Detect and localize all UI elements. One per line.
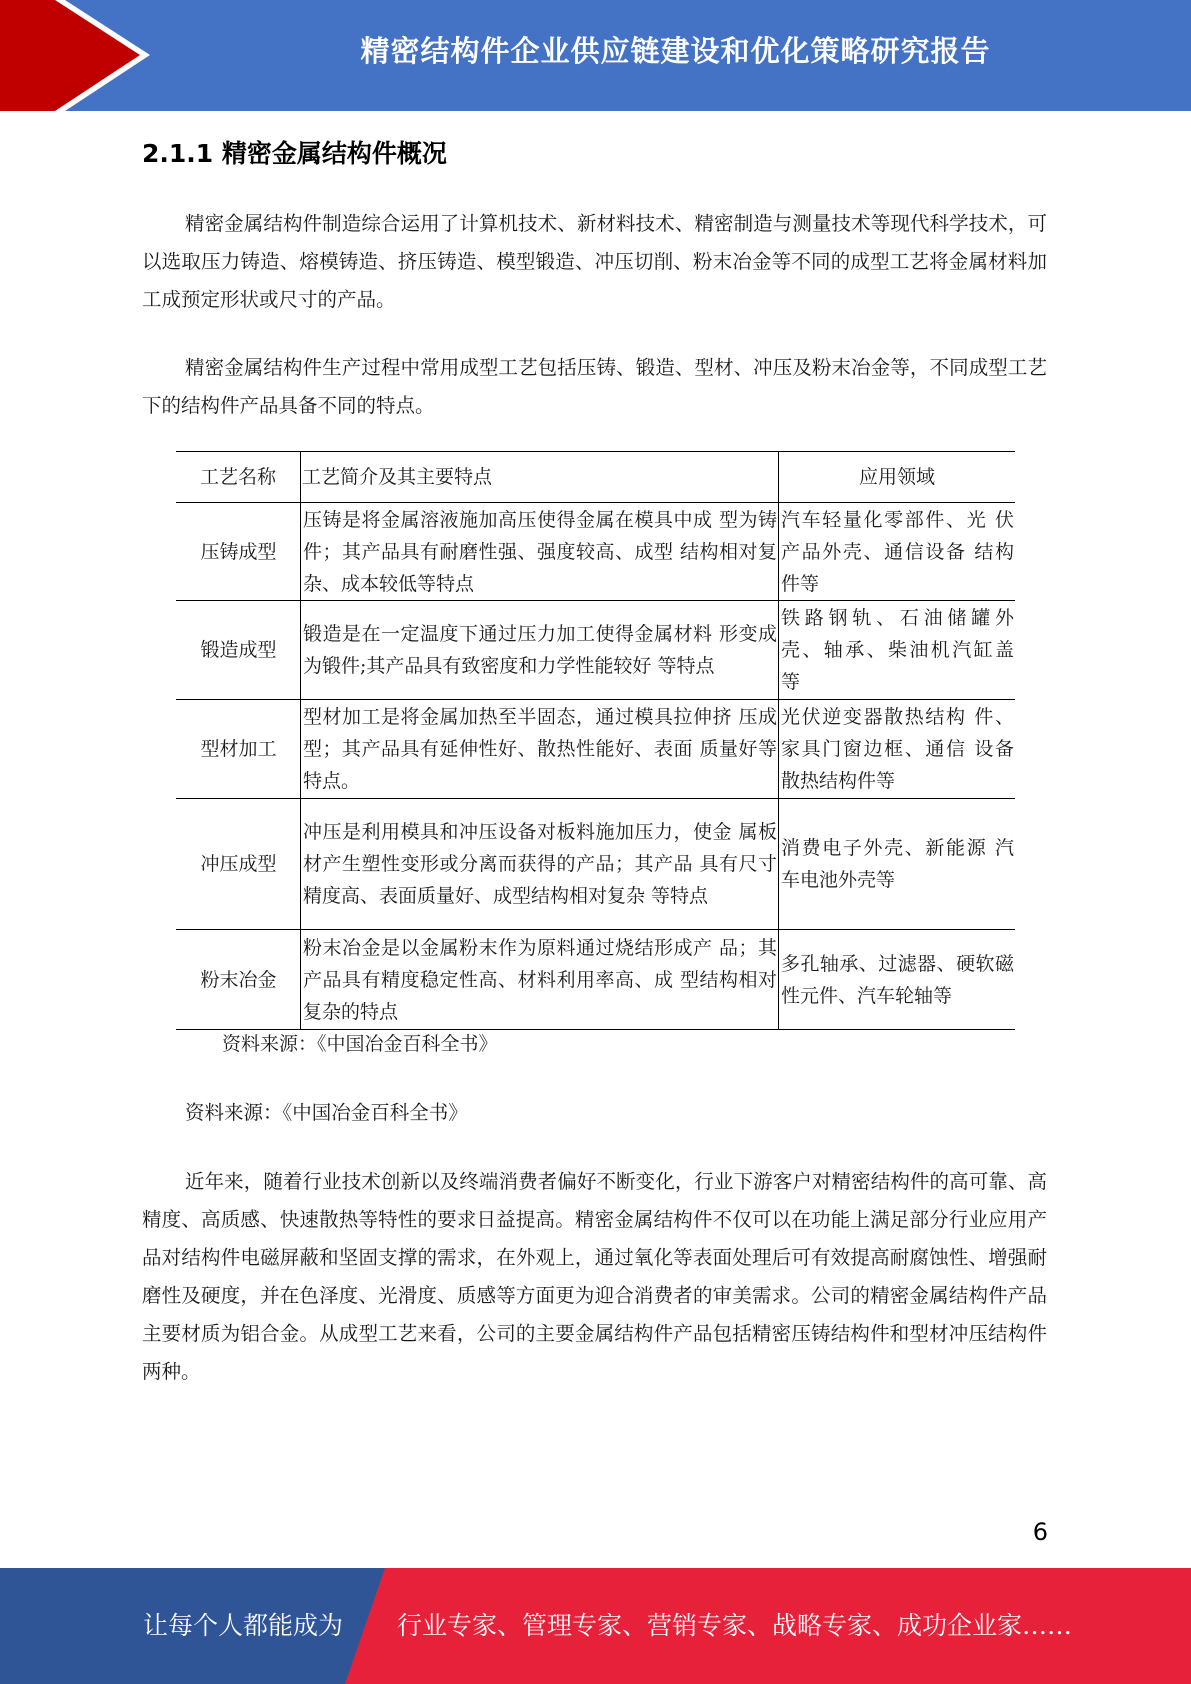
process-name-cell: 冲压成型 [176,799,301,930]
process-name-cell: 锻造成型 [176,601,301,700]
table-row [176,799,1015,930]
report-title: 精密结构件企业供应链建设和优化策略研究报告 [360,34,991,68]
table-source-caption: 资料来源：《中国冶金百科全书》 [222,1033,498,1055]
process-application-cell: 铁路钢轨、石油储罐外 壳、轴承、柴油机汽缸盖 等 [779,601,1016,700]
column-header-process-name: 工艺名称 [176,452,301,503]
process-name-cell: 型材加工 [176,700,301,799]
intro-paragraph-1: 精密金属结构件制造综合运用了计算机技术、新材料技术、精密制造与测量技术等现代科学技术，可以选取压力铸造、熔模铸造、挤压铸造、模型锻造、冲压切削、粉末冶金等不同的成型工艺将金属材料加工成预定形状或尺寸的产品。 [142,212,1047,311]
process-name-cell: 压铸成型 [176,503,301,601]
column-header-description: 工艺简介及其主要特点 [301,452,779,503]
table-row [176,700,1015,799]
process-application-cell: 光伏逆变器散热结构 件、家具门窗边框、通信 设备散热结构件等 [779,700,1016,799]
table-header-row [176,452,1015,503]
process-description-cell: 冲压是利用模具和冲压设备对板料施加压力，使金 属板材产生塑性变形或分离而获得的产品；其产品 具有尺寸精度高、表面质量好、成型结构相对复杂 等特点 [301,799,779,930]
page-number: 6 [1032,1518,1048,1546]
footer-slogan-left: 让每个人都能成为 [143,1611,344,1640]
footer-slogan-right: 行业专家、管理专家、营销专家、战略专家、成功企业家…… [397,1611,1073,1640]
process-table [176,451,1015,1030]
closing-paragraph: 近年来，随着行业技术创新以及终端消费者偏好不断变化，行业下游客户对精密结构件的高可靠、高精度、高质感、快速散热等特性的要求日益提高。精密金属结构件不仅可以在功能上满足部分行业应用产品对结构件电磁屏蔽和坚固支撑的需求，在外观上，通过氧化等表面处理后可有效提高耐腐蚀性、增强耐磨性及硬度，并在色泽度、光滑度、质感等方面更为迎合消费者的审美需求。公司的精密金属结构件产品主要材质为铝合金。从成型工艺来看，公司的主要金属结构件产品包括精密压铸结构件和型材冲压结构件两种。 [142,1170,1047,1383]
column-header-application: 应用领域 [779,452,1016,503]
process-application-cell: 消费电子外壳、新能源 汽车电池外壳等 [779,799,1016,930]
process-description-cell: 压铸是将金属溶液施加高压使得金属在模具中成 型为铸件；其产品具有耐磨性强、强度较高、成型 结构相对复杂、成本较低等特点 [301,503,779,601]
intro-paragraph-2: 精密金属结构件生产过程中常用成型工艺包括压铸、锻造、型材、冲压及粉末冶金等，不同成型工艺下的结构件产品具备不同的特点。 [142,356,1047,417]
process-description-cell: 型材加工是将金属加热至半固态，通过模具拉伸挤 压成型；其产品具有延伸性好、散热性能好、表面 质量好等特点。 [301,700,779,799]
section-heading: 2.1.1 精密金属结构件概况 [142,139,447,168]
header-banner [0,0,1191,111]
table-row [176,930,1015,1030]
process-name-cell: 粉末冶金 [176,930,301,1030]
process-application-cell: 汽车轻量化零部件、光 伏产品外壳、通信设备 结构件等 [779,503,1016,601]
table-row [176,503,1015,601]
source-line: 资料来源：《中国冶金百科全书》 [185,1101,468,1124]
table-row [176,601,1015,700]
process-description-cell: 锻造是在一定温度下通过压力加工使得金属材料 形变成为锻件;其产品具有致密度和力学性能较好 等特点 [301,601,779,700]
footer-banner [0,1568,1191,1684]
process-application-cell: 多孔轴承、过滤器、硬软磁性元件、汽车轮轴等 [779,930,1016,1030]
process-description-cell: 粉末冶金是以金属粉末作为原料通过烧结形成产 品；其产品具有精度稳定性高、材料利用率高、成 型结构相对复杂的特点 [301,930,779,1030]
